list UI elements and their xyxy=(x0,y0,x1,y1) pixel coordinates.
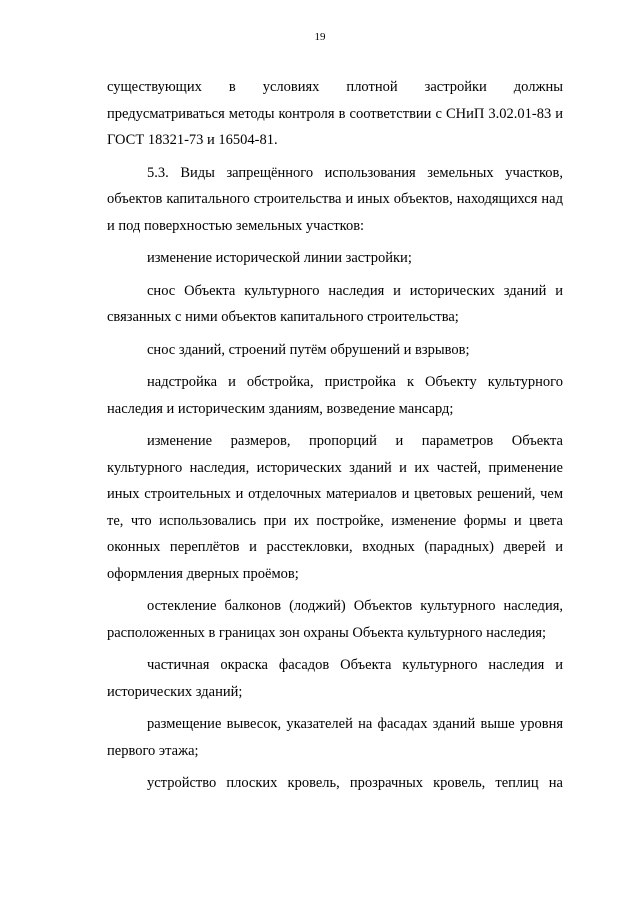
page-number: 19 xyxy=(314,31,326,43)
list-item: снос Объекта культурного наследия и исторических зданий и связанных с ними объектов капитального строительства; xyxy=(107,282,563,325)
list-item: изменение размеров, пропорций и параметров Объекта культурного наследия, исторических зданий и их частей, применение иных строительных и отделочных материалов и цветовых решений, чем те, что использовались при их постройке, изменение формы и цвета оконных переплётов и расстекловки, входных (парадных) дверей и оформления дверных проёмов; xyxy=(107,433,563,582)
list-item: снос зданий, строений путём обрушений и взрывов; xyxy=(147,341,470,358)
paragraph-section-5-3: 5.3. Виды запрещённого использования земельных участков, объектов капитального строительства и иных объектов, находящихся над и под поверхностью земельных участков: xyxy=(107,164,563,234)
paragraph-continuation: существующих в условиях плотной застройки должны предусматриваться методы контроля в соответствии с СНиП 3.02.01-83 и ГОСТ 18321-73 и 16504-81. xyxy=(107,79,563,148)
list-item: частичная окраска фасадов Объекта культурного наследия и исторических зданий; xyxy=(107,657,563,700)
document-body xyxy=(107,74,563,803)
list-item: размещение вывесок, указателей на фасадах зданий выше уровня первого этажа; xyxy=(107,716,563,759)
list-item: остекление балконов (лоджий) Объектов культурного наследия, расположенных в границах зон охраны Объекта культурного наследия; xyxy=(107,598,563,641)
list-item-continued: устройство плоских кровель, прозрачных кровель, теплиц на xyxy=(147,775,563,791)
list-item: надстройка и обстройка, пристройка к Объекту культурного наследия и историческим зданиям, возведение мансард; xyxy=(107,374,563,417)
list-item: изменение исторической линии застройки; xyxy=(147,250,412,266)
